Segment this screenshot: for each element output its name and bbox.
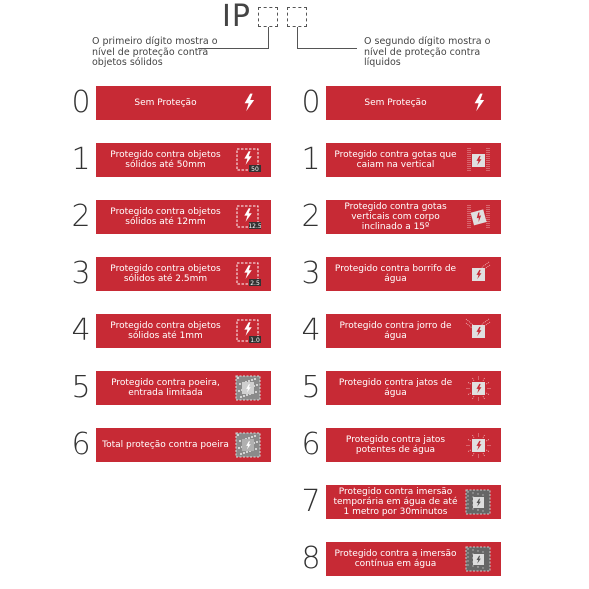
protection-label: Protegido contra jatos potentes de água [345, 435, 446, 455]
bolt-icon [465, 90, 491, 116]
water-jets-icon [465, 375, 491, 401]
size-badge: 12.5 [248, 223, 261, 230]
solid-row-6 [66, 428, 271, 462]
protection-digit: 5 [71, 370, 91, 405]
size-badge: 1.0 [250, 337, 260, 344]
size-badge: 2.5 [250, 280, 260, 287]
first-digit-placeholder [258, 7, 278, 27]
liquid-row-0 [296, 86, 501, 120]
protection-label: Protegido contra gotas que caiam na vertical [334, 150, 457, 170]
tilted-drops-icon [465, 204, 491, 230]
protection-label: Protegido contra objetos sólidos até 2.5mm [110, 264, 221, 284]
solid-row-4 [66, 314, 271, 348]
protection-label: Sem Proteção [134, 98, 197, 108]
protection-digit: 1 [301, 142, 321, 177]
solid-row-5 [66, 371, 271, 405]
bolt-dashed-box-icon [235, 147, 261, 173]
protection-card [96, 257, 271, 291]
dust-box-icon [235, 375, 261, 401]
bolt-dashed-box-icon [235, 261, 261, 287]
liquid-row-6 [296, 428, 501, 462]
protection-digit: 1 [71, 142, 91, 177]
temporary-immersion-icon [465, 489, 491, 515]
protection-card [96, 143, 271, 177]
protection-card [326, 143, 501, 177]
protection-card [326, 542, 501, 576]
protection-digit: 4 [301, 313, 321, 348]
protection-card [96, 86, 271, 120]
second-digit-connector-horizontal [297, 48, 357, 49]
spray-icon [465, 261, 491, 287]
protection-card [326, 86, 501, 120]
second-digit-note: O segundo dígito mostra o nível de proteção contra líquidos [364, 36, 491, 68]
dust-sealed-icon [235, 432, 261, 458]
protection-card [326, 371, 501, 405]
protection-label: Protegido contra jorro de água [339, 321, 452, 341]
liquid-row-8 [296, 542, 501, 576]
protection-card [326, 314, 501, 348]
bolt-icon [235, 90, 261, 116]
powerful-jets-icon [465, 432, 491, 458]
protection-card [326, 485, 501, 519]
protection-digit: 0 [71, 85, 91, 120]
protection-digit: 2 [301, 199, 321, 234]
solid-row-2 [66, 200, 271, 234]
first-digit-connector [268, 27, 269, 49]
protection-digit: 4 [71, 313, 91, 348]
protection-digit: 5 [301, 370, 321, 405]
ip-title: IP [222, 0, 251, 34]
protection-label: Protegido contra a imersão contínua em água [334, 549, 457, 569]
protection-card [326, 428, 501, 462]
splash-icon [465, 318, 491, 344]
first-digit-note: O primeiro dígito mostra o nível de proteção contra objetos sólidos [92, 36, 218, 68]
liquid-row-3 [296, 257, 501, 291]
protection-label: Sem Proteção [364, 98, 427, 108]
liquid-row-2 [296, 200, 501, 234]
protection-label: Protegido contra jatos de água [338, 378, 453, 398]
protection-card [96, 200, 271, 234]
protection-card [326, 200, 501, 234]
bolt-dashed-box-icon [235, 318, 261, 344]
protection-card [96, 314, 271, 348]
protection-digit: 3 [71, 256, 91, 291]
protection-card [326, 257, 501, 291]
protection-digit: 3 [301, 256, 321, 291]
solid-row-0 [66, 86, 271, 120]
vertical-drops-icon [465, 147, 491, 173]
liquid-row-5 [296, 371, 501, 405]
protection-label: Total proteção contra poeira [102, 440, 229, 450]
size-badge: 50 [251, 166, 259, 173]
continuous-immersion-icon [465, 546, 491, 572]
protection-label: Protegido contra objetos sólidos até 1mm [110, 321, 221, 341]
protection-label: Protegido contra objetos sólidos até 50mm [110, 150, 221, 170]
second-digit-connector [297, 27, 298, 49]
second-digit-placeholder [287, 7, 307, 27]
solid-row-1 [66, 143, 271, 177]
protection-card [96, 428, 271, 462]
liquid-row-4 [296, 314, 501, 348]
solid-row-3 [66, 257, 271, 291]
bolt-dashed-box-icon [235, 204, 261, 230]
protection-digit: 8 [301, 541, 321, 576]
protection-digit: 0 [301, 85, 321, 120]
protection-card [96, 371, 271, 405]
protection-label: Protegido contra poeira, entrada limitada [111, 378, 220, 398]
protection-label: Protegido contra objetos sólidos até 12mm [110, 207, 221, 227]
liquid-row-1 [296, 143, 501, 177]
protection-label: Protegido contra imersão temporária em água de até 1 metro por 30minutos [333, 487, 458, 517]
liquid-row-7 [296, 485, 501, 519]
protection-digit: 2 [71, 199, 91, 234]
protection-digit: 6 [301, 427, 321, 462]
protection-digit: 6 [71, 427, 91, 462]
protection-label: Protegido contra borrifo de água [334, 264, 457, 284]
protection-digit: 7 [301, 484, 321, 519]
protection-label: Protegido contra gotas verticais com corpo inclinado a 15º [344, 202, 447, 232]
